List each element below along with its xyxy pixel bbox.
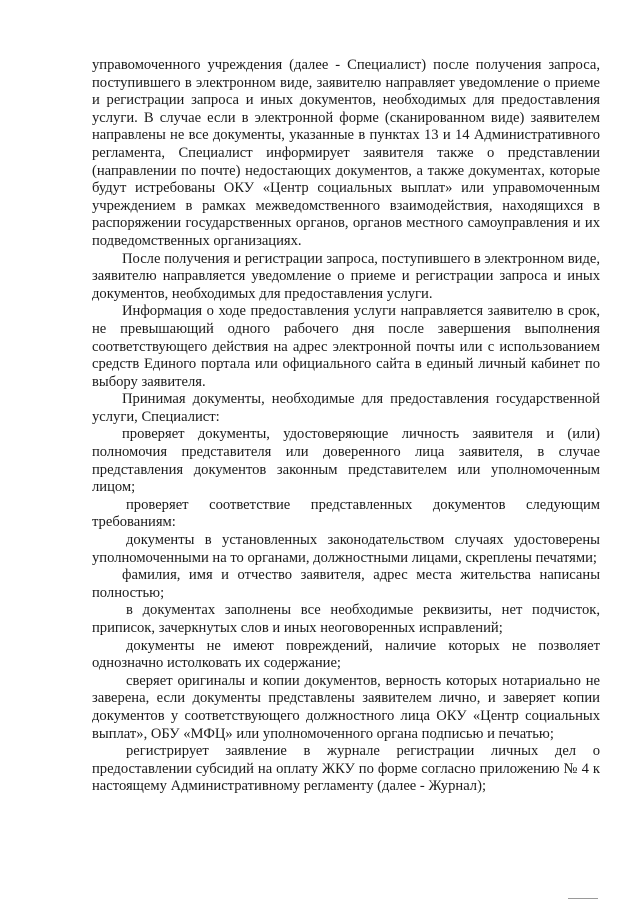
paragraph-registers-application: регистрирует заявление в журнале регистрации личных дел о предоставлении субсидий на оплату ЖКУ по форме согласно приложению № 4 к настоящему Административному регламенту (далее - Журнал); <box>92 743 600 795</box>
page-edge-mark <box>568 898 598 899</box>
paragraph-full-name: фамилия, имя и отчество заявителя, адрес места жительства написаны полностью; <box>92 567 600 601</box>
paragraph-registration-notice: После получения и регистрации запроса, поступившего в электронном виде, заявителю направляется уведомление о приеме и регистрации запроса и иных документов, необходимых для предоставления услуги. <box>92 250 600 302</box>
paragraph-verifies-copies: сверяет оригиналы и копии документов, верность которых нотариально не заверена, если документы представлены заявителем лично, и заверяет копии документов у соответствующего должностного лица ОКУ «Центр социальных выплат», ОБУ «МФЦ» или уполномоченного органа подписью и печатью; <box>92 672 600 742</box>
paragraph-checks-identity: проверяет документы, удостоверяющие личность заявителя и (или) полномочия представителя или доверенного лица заявителя, в случае представления документов законным представителем или уполномоченным лицом; <box>92 426 600 496</box>
paragraph-specialist-receipt: управомоченного учреждения (далее - Специалист) после получения запроса, поступившего в электронном виде, заявителю направляет уведомление о приеме и регистрации запроса и иных документов, необходимых для предоставления услуги. В случае если в электронной форме (сканированном виде) заявителем направлены не все документы, указанные в пунктах 13 и 14 Административного регламента, Специалист информирует заявителя также о представлении (направлении по почте) недостающих документов, а также документах, которые будут истребованы ОКУ «Центр социальных выплат» или управомоченным учреждением в рамках межведомственного взаимодействия, находящихся в распоряжении государственных органов, органов местного самоуправления и их подведомственных организациях. <box>92 57 600 249</box>
paragraph-requisites: в документах заполнены все необходимые реквизиты, нет подчисток, приписок, зачеркнутых слов и иных неоговоренных исправлений; <box>92 602 600 636</box>
document-page <box>92 57 600 796</box>
paragraph-no-damage: документы не имеют повреждений, наличие которых не позволяет однозначно истолковать их содержание; <box>92 637 600 672</box>
paragraph-checks-compliance: проверяет соответствие представленных документов следующим требованиям: <box>92 496 600 531</box>
paragraph-accepting-documents: Принимая документы, необходимые для предоставления государственной услуги, Специалист: <box>92 391 600 425</box>
paragraph-certified-documents: документы в установленных законодательством случаях удостоверены уполномоченными на то органами, должностными лицами, скреплены печатями; <box>92 532 600 566</box>
paragraph-progress-info: Информация о ходе предоставления услуги направляется заявителю в срок, не превышающий одного рабочего дня после завершения выполнения соответствующего действия на адрес электронной почты или с использованием средств Единого портала или официального сайта в единый личный кабинет по выбору заявителя. <box>92 303 600 390</box>
